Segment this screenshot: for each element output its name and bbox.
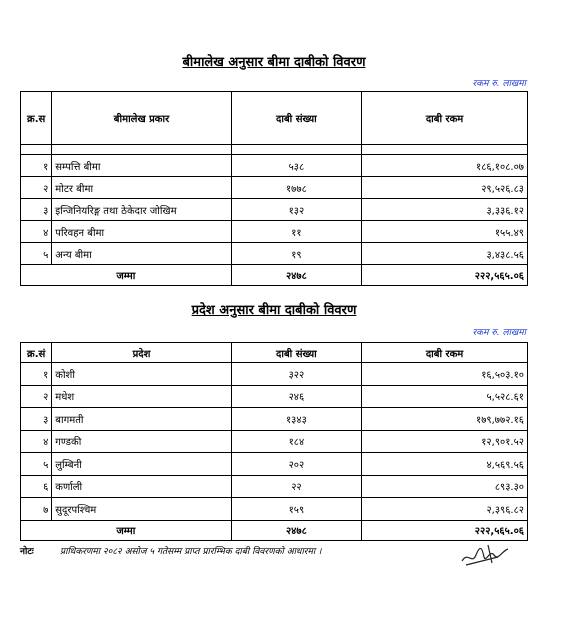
row-serial: ५ — [21, 453, 52, 476]
row-claim-amount: १७९,७७२.१६ — [362, 408, 528, 431]
total-label: जम्मा — [21, 265, 232, 286]
row-claim-count: १९ — [231, 243, 361, 265]
header-claim-count: दाबी संख्या — [231, 92, 361, 145]
table-row — [21, 475, 528, 498]
row-claim-count: २२ — [231, 475, 361, 498]
row-claim-amount: २९,५२६.८३ — [362, 177, 528, 199]
row-policy-type: इन्जिनियरिङ्ग तथा ठेकेदार जोखिम — [52, 199, 231, 221]
row-claim-count: १७७८ — [231, 177, 361, 199]
row-serial: ३ — [21, 199, 52, 221]
header-policy-type: बीमालेख प्रकार — [52, 92, 231, 145]
row-serial: १ — [21, 155, 52, 177]
footnote-label: नोटः — [20, 547, 34, 557]
row-policy-type: सम्पत्ति बीमा — [52, 155, 231, 177]
row-serial: ७ — [21, 498, 52, 521]
row-policy-type: परिवहन बीमा — [52, 221, 231, 243]
row-claim-count: ११ — [231, 221, 361, 243]
row-claim-amount: ४,५६९.५६ — [362, 453, 528, 476]
table1-unit-label: रकम रु. लाखमा — [472, 79, 526, 89]
table-row — [21, 363, 528, 386]
row-claim-amount: १८६,१०८.०७ — [362, 155, 528, 177]
row-claim-count: १८४ — [231, 430, 361, 453]
row-province: गण्डकी — [52, 430, 231, 453]
row-claim-count: २०२ — [231, 453, 361, 476]
row-policy-type: मोटर बीमा — [52, 177, 231, 199]
row-claim-count: १५९ — [231, 498, 361, 521]
province-claims-table — [20, 342, 528, 541]
table-row — [21, 408, 528, 431]
row-claim-amount: २,३९६.८२ — [362, 498, 528, 521]
row-province: कर्णाली — [52, 475, 231, 498]
row-policy-type: अन्य बीमा — [52, 243, 231, 265]
footnote — [20, 544, 321, 557]
row-province: बागमती — [52, 408, 231, 431]
row-serial: ३ — [21, 408, 52, 431]
total-claim-count: २४७८ — [231, 265, 361, 286]
row-serial: ४ — [21, 430, 52, 453]
table-row — [21, 177, 528, 199]
row-serial: ६ — [21, 475, 52, 498]
header-claim-amount: दाबी रकम — [362, 343, 528, 363]
table-row — [21, 221, 528, 243]
total-claim-amount: २२२,५६५.०६ — [362, 265, 528, 286]
table-header-row — [21, 343, 528, 363]
total-row — [21, 265, 528, 286]
table2-title: प्रदेश अनुसार बीमा दाबीको विवरण — [191, 303, 357, 318]
row-serial: ४ — [21, 221, 52, 243]
row-claim-amount: ३,३३६.१२ — [362, 199, 528, 221]
table-header-row — [21, 92, 528, 145]
header-claim-count: दाबी संख्या — [231, 343, 361, 363]
table-row — [21, 155, 528, 177]
row-serial: ५ — [21, 243, 52, 265]
row-claim-count: ५३८ — [231, 155, 361, 177]
row-claim-amount: ८९३.३० — [362, 475, 528, 498]
row-claim-amount: ५,५२८.६१ — [362, 385, 528, 408]
header-claim-amount: दाबी रकम — [362, 92, 528, 145]
table2-unit-label: रकम रु. लाखमा — [472, 328, 526, 338]
row-claim-count: २४६ — [231, 385, 361, 408]
header-serial: क्र.सं — [21, 343, 52, 363]
table-row — [21, 430, 528, 453]
row-claim-count: १३२ — [231, 199, 361, 221]
total-label: जम्मा — [21, 520, 232, 540]
row-claim-amount: १५५.४९ — [362, 221, 528, 243]
row-claim-count: ३२२ — [231, 363, 361, 386]
header-province: प्रदेश — [52, 343, 231, 363]
total-claim-amount: २२२,५६५.०६ — [362, 520, 528, 540]
total-claim-count: २४७८ — [231, 520, 361, 540]
row-claim-amount: ३,४३८.५६ — [362, 243, 528, 265]
table-row — [21, 243, 528, 265]
row-claim-count: १३४३ — [231, 408, 361, 431]
table-row — [21, 199, 528, 221]
header-serial: क्र.स — [21, 92, 52, 145]
table-row — [21, 385, 528, 408]
row-claim-amount: १२,९०१.५२ — [362, 430, 528, 453]
total-row — [21, 520, 528, 540]
table-row — [21, 453, 528, 476]
footnote-text: प्राधिकरणमा २०८२ असोज ५ गतेसम्म प्राप्त प्रारम्भिक दाबी विवरणको आधारमा । — [60, 547, 322, 557]
table-row — [21, 498, 528, 521]
table1-title: बीमालेख अनुसार बीमा दाबीको विवरण — [182, 55, 366, 70]
signature-image — [458, 541, 518, 569]
policy-claims-table — [20, 91, 528, 286]
row-province: मधेश — [52, 385, 231, 408]
row-serial: १ — [21, 363, 52, 386]
spacer-row — [21, 145, 528, 155]
row-serial: २ — [21, 385, 52, 408]
row-province: कोशी — [52, 363, 231, 386]
row-province: सुदूरपश्चिम — [52, 498, 231, 521]
row-province: लुम्बिनी — [52, 453, 231, 476]
row-serial: २ — [21, 177, 52, 199]
row-claim-amount: १६,५०३.१० — [362, 363, 528, 386]
